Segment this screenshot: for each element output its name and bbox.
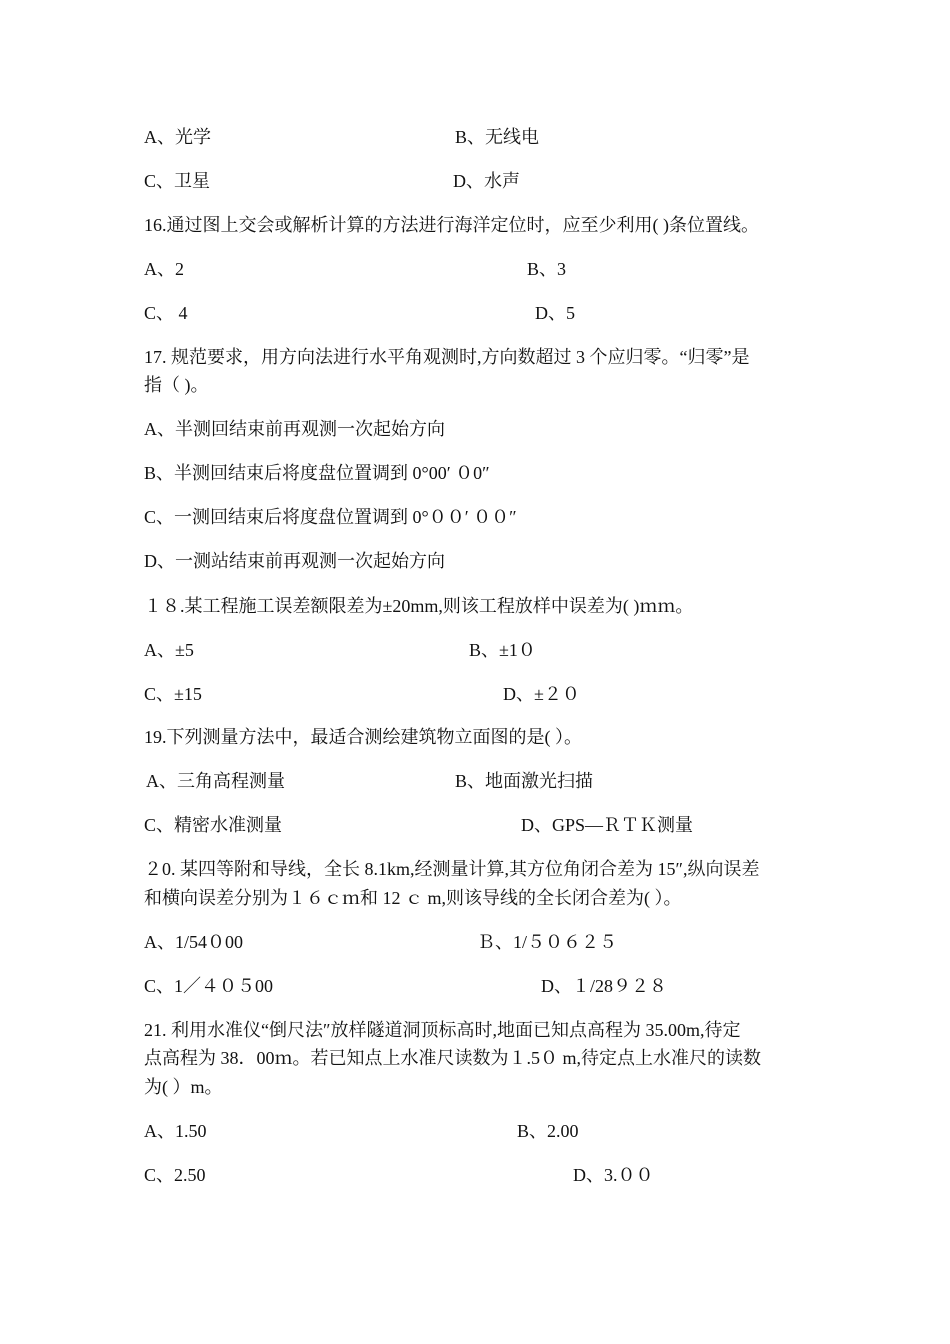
q21-option-a: A、1.50 [144, 1121, 207, 1141]
q17-stem-line2: 指（ )。 [144, 375, 209, 395]
q18-option-b: B、±1０ [469, 640, 536, 660]
q20-option-d: D、１/28９２８ [541, 976, 667, 996]
q16-option-b: B、3 [527, 259, 567, 279]
q20-option-c: C、1／４０５00 [144, 976, 274, 996]
q16-option-a: A、2 [144, 259, 184, 279]
q18-stem: １８.某工程施工误差额限差为±20mm,则该工程放样中误差为( )ｍｍ。 [144, 596, 694, 616]
q20-stem-line1: ２0. 某四等附和导线，全长 8.1km,经测量计算,其方位角闭合差为 15″,纵向误差 [144, 859, 760, 879]
q16-option-c: C、 4 [144, 303, 188, 323]
q21-stem-line2: 点高程为 38．00ｍ。若已知点上水准尺读数为１.5０ m,待定点上水准尺的读数 [144, 1048, 761, 1068]
q20-option-a: A、1/54０00 [144, 932, 243, 952]
q15-option-b: B、无线电 [455, 127, 540, 147]
q18-option-d: D、±２０ [503, 684, 580, 704]
q15-option-a: A、光学 [144, 127, 211, 147]
q19-option-a: A、三角高程测量 [146, 771, 285, 791]
q19-option-b: B、地面激光扫描 [455, 771, 594, 791]
q17-option-b: B、半测回结束后将度盘位置调到 0°00′ ０0″ [144, 463, 490, 483]
q16-stem: 16.通过图上交会或解析计算的方法进行海洋定位时，应至少利用( )条位置线。 [144, 215, 759, 235]
q20-option-b: Ｂ、1/５０６２５ [477, 932, 618, 952]
q17-option-d: D、一测站结束前再观测一次起始方向 [144, 551, 445, 571]
q17-option-c: C、一测回结束后将度盘位置调到 0°００′ ００″ [144, 507, 517, 527]
q17-stem-line1: 17. 规范要求，用方向法进行水平角观测时,方向数超过 3 个应归零。“归零”是 [144, 347, 750, 367]
q21-option-c: C、2.50 [144, 1165, 206, 1185]
q21-stem-line1: 21. 利用水准仪“倒尺法″放样隧道洞顶标高时,地面已知点高程为 35.00m,待定 [144, 1020, 741, 1040]
q20-stem-line2: 和横向误差分别为１６ｃｍ和 12 ｃ m,则该导线的全长闭合差为( ）。 [144, 888, 682, 908]
q15-option-d: D、水声 [453, 171, 520, 191]
q18-option-c: C、±15 [144, 684, 202, 704]
q16-option-d: D、5 [535, 303, 575, 323]
q21-option-b: B、2.00 [517, 1121, 579, 1141]
q18-option-a: A、±5 [144, 640, 194, 660]
q21-stem-line3: 为( ）m。 [144, 1077, 223, 1097]
q19-option-d: D、GPS—ＲＴＫ测量 [521, 815, 694, 835]
q21-option-d: D、3.００ [573, 1165, 654, 1185]
q17-option-a: A、半测回结束前再观测一次起始方向 [144, 419, 445, 439]
q19-option-c: C、精密水准测量 [144, 815, 283, 835]
q19-stem: 19.下列测量方法中，最适合测绘建筑物立面图的是( ）。 [144, 727, 582, 747]
q15-option-c: C、卫星 [144, 171, 211, 191]
